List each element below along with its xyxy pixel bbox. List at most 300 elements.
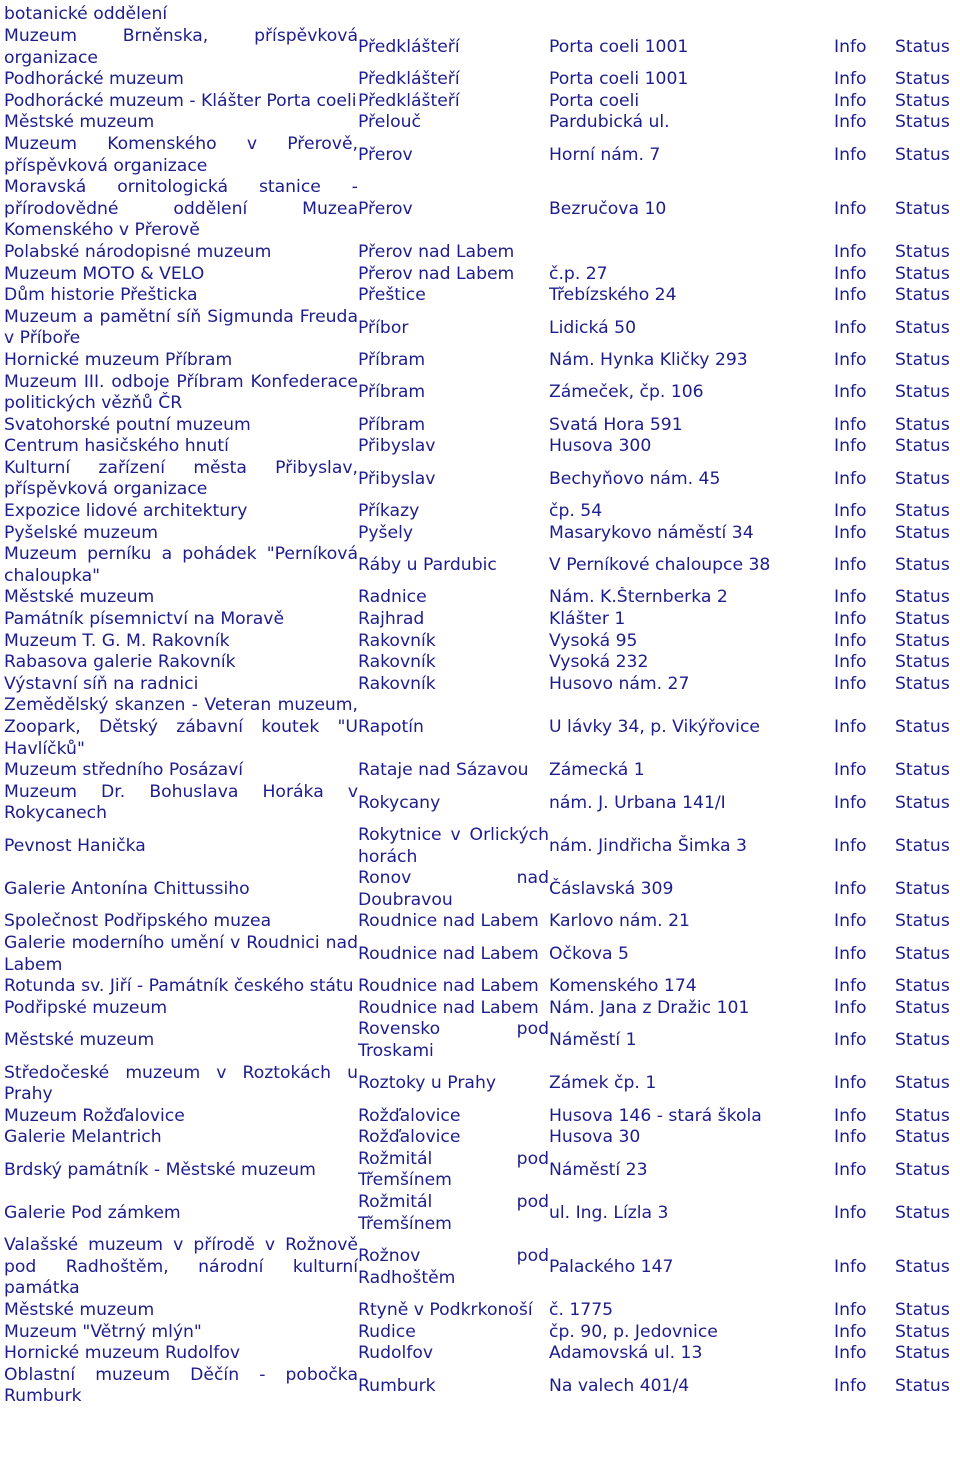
museum-name-cell xyxy=(4,177,358,242)
museum-address-cell xyxy=(549,825,834,868)
museum-address-cell xyxy=(549,998,834,1020)
museum-address-cell xyxy=(549,1127,834,1149)
table-row xyxy=(4,436,956,458)
museum-name: Muzeum T. G. M. Rakovník xyxy=(4,630,230,651)
status-link-cell xyxy=(895,695,956,760)
museum-town: Příbram xyxy=(358,382,426,403)
info-link-cell xyxy=(834,695,895,760)
museum-town-cell xyxy=(358,415,549,437)
status-link-cell xyxy=(895,91,956,113)
table-row xyxy=(4,652,956,674)
museum-name-cell xyxy=(4,69,358,91)
museum-name: Muzeum Brněnska, příspěvková organizace xyxy=(4,26,358,68)
table-row xyxy=(4,868,956,911)
status-link-cell xyxy=(895,177,956,242)
status-link[interactable]: Status xyxy=(895,1375,950,1396)
museum-address: nám. Jindřicha Šimka 3 xyxy=(549,835,747,856)
info-link-cell xyxy=(834,177,895,242)
museum-name-cell xyxy=(4,998,358,1020)
info-link[interactable]: Info xyxy=(834,835,867,856)
museum-town-cell xyxy=(358,134,549,177)
museum-town-cell xyxy=(358,307,549,350)
museum-name: Městské muzeum xyxy=(4,587,155,608)
status-link-cell xyxy=(895,1106,956,1128)
museum-name: Pyšelské muzeum xyxy=(4,522,159,543)
info-link-cell xyxy=(834,1106,895,1128)
museum-town: Roudnice nad Labem xyxy=(358,976,539,997)
museum-town-cell xyxy=(358,998,549,1020)
museum-town-cell xyxy=(358,760,549,782)
museum-town: Roudnice nad Labem xyxy=(358,997,539,1018)
museum-address-cell xyxy=(549,1322,834,1344)
status-link[interactable]: Status xyxy=(895,835,950,856)
info-link[interactable]: Info xyxy=(834,1300,867,1321)
museum-address-cell xyxy=(549,587,834,609)
museum-name: Muzeum perníku a pohádek "Perníková chaloupka" xyxy=(4,544,358,586)
museum-address: Porta coeli 1001 xyxy=(549,36,689,57)
info-link-cell xyxy=(834,523,895,545)
table-row xyxy=(4,69,956,91)
status-link-cell xyxy=(895,1365,956,1408)
status-link-cell xyxy=(895,1343,956,1365)
museum-name-cell xyxy=(4,587,358,609)
museum-town-cell xyxy=(358,609,549,631)
status-link-cell xyxy=(895,868,956,911)
info-link-cell xyxy=(834,458,895,501)
table-row xyxy=(4,587,956,609)
info-link[interactable]: Info xyxy=(834,263,867,284)
museum-address-cell xyxy=(549,523,834,545)
museum-address: Husovo nám. 27 xyxy=(549,673,690,694)
table-row xyxy=(4,544,956,587)
info-link-cell xyxy=(834,868,895,911)
museum-name: Hornické muzeum Příbram xyxy=(4,349,233,370)
museum-town: Předklášteří xyxy=(358,90,460,111)
museum-address-cell xyxy=(549,1235,834,1300)
status-link[interactable]: Status xyxy=(895,501,950,522)
table-row xyxy=(4,458,956,501)
status-link[interactable]: Status xyxy=(895,198,950,219)
museum-name: Galerie Melantrich xyxy=(4,1127,162,1148)
museum-town: Rudice xyxy=(358,1321,416,1342)
table-row xyxy=(4,760,956,782)
status-link[interactable]: Status xyxy=(895,911,950,932)
museum-town-cell xyxy=(358,631,549,653)
info-link[interactable]: Info xyxy=(834,943,867,964)
status-link-cell xyxy=(895,933,956,976)
status-link[interactable]: Status xyxy=(895,69,950,90)
museum-address-cell xyxy=(549,501,834,523)
museum-name-cell xyxy=(4,350,358,372)
museum-town-cell xyxy=(358,177,549,242)
museum-town: Přerov nad Labem xyxy=(358,241,515,262)
status-link-cell xyxy=(895,631,956,653)
museum-town: Předklášteří xyxy=(358,69,460,90)
status-link-cell xyxy=(895,264,956,286)
museum-address: U lávky 34, p. Vikýřovice xyxy=(549,717,760,737)
museum-name-cell xyxy=(4,1235,358,1300)
info-link-cell xyxy=(834,242,895,264)
museum-address: V Perníkové chaloupce 38 xyxy=(549,555,771,576)
museum-town: Roztoky u Prahy xyxy=(358,1073,497,1094)
status-link-cell xyxy=(895,652,956,674)
museum-town-cell xyxy=(358,1343,549,1365)
info-link[interactable]: Info xyxy=(834,717,867,737)
museum-name: Rotunda sv. Jiří - Památník českého státu xyxy=(4,976,354,997)
museum-address-cell xyxy=(549,134,834,177)
status-link[interactable]: Status xyxy=(895,1127,950,1148)
status-link-cell xyxy=(895,69,956,91)
info-link[interactable]: Info xyxy=(834,90,867,111)
museum-address: Očkova 5 xyxy=(549,943,629,964)
museum-town: Ronov nad Doubravou xyxy=(358,868,549,910)
status-link[interactable]: Status xyxy=(895,468,950,489)
table-row xyxy=(4,782,956,825)
info-link[interactable]: Info xyxy=(834,241,867,262)
museum-town: Přibyslav xyxy=(358,468,436,489)
status-link[interactable]: Status xyxy=(895,36,950,57)
status-link[interactable]: Status xyxy=(895,792,950,813)
info-link[interactable]: Info xyxy=(834,1343,867,1364)
museum-town: Rožďalovice xyxy=(358,1105,461,1126)
info-link[interactable]: Info xyxy=(834,587,867,608)
info-link[interactable]: Info xyxy=(834,630,867,651)
status-link[interactable]: Status xyxy=(895,263,950,284)
info-link[interactable]: Info xyxy=(834,501,867,522)
table-row xyxy=(4,350,956,372)
museum-name-cell xyxy=(4,264,358,286)
museum-town: Přerov xyxy=(358,144,413,165)
info-link-cell xyxy=(834,501,895,523)
status-link[interactable]: Status xyxy=(895,997,950,1018)
status-link-cell xyxy=(895,782,956,825)
museum-address: Husova 300 xyxy=(549,436,652,457)
museum-name: Muzeum III. odboje Příbram Konfederace politických vězňů ČR xyxy=(4,371,358,414)
status-link[interactable]: Status xyxy=(895,943,950,964)
status-link[interactable]: Status xyxy=(895,1202,950,1223)
info-link-cell xyxy=(834,1365,895,1408)
museum-town-cell xyxy=(358,1235,549,1300)
museum-town-cell xyxy=(358,264,549,286)
museum-name: Hornické muzeum Rudolfov xyxy=(4,1343,241,1364)
status-link-cell xyxy=(895,587,956,609)
info-link[interactable]: Info xyxy=(834,198,867,219)
status-link[interactable]: Status xyxy=(895,436,950,457)
info-link[interactable]: Info xyxy=(834,349,867,370)
status-link[interactable]: Status xyxy=(895,317,950,338)
info-link[interactable]: Info xyxy=(834,1321,867,1342)
info-link-cell xyxy=(834,609,895,631)
info-link[interactable]: Info xyxy=(834,112,867,133)
museum-address-cell xyxy=(549,609,834,631)
museum-town-cell xyxy=(358,91,549,113)
status-link[interactable]: Status xyxy=(895,285,950,306)
status-link[interactable]: Status xyxy=(895,414,950,435)
museum-address: Husova 30 xyxy=(549,1127,641,1148)
museum-name: Muzeum Rožďalovice xyxy=(4,1105,185,1126)
info-link[interactable]: Info xyxy=(834,317,867,338)
info-link-cell xyxy=(834,587,895,609)
info-link[interactable]: Info xyxy=(834,522,867,543)
museum-address-cell xyxy=(549,631,834,653)
status-link[interactable]: Status xyxy=(895,1105,950,1126)
info-link[interactable]: Info xyxy=(834,1030,867,1051)
info-link[interactable]: Info xyxy=(834,609,867,630)
museum-town-cell xyxy=(358,868,549,911)
museum-town-cell xyxy=(358,782,549,825)
museum-town: Rataje nad Sázavou xyxy=(358,760,529,781)
museum-name: Společnost Podřipského muzea xyxy=(4,911,272,932)
info-link-cell xyxy=(834,350,895,372)
museum-town: Roudnice nad Labem xyxy=(358,911,539,932)
museum-name: Městské muzeum xyxy=(4,1030,155,1051)
info-link[interactable]: Info xyxy=(834,468,867,489)
museum-name: Oblastní muzeum Děčín - pobočka Rumburk xyxy=(4,1364,358,1407)
status-link[interactable]: Status xyxy=(895,382,950,403)
museum-address-cell xyxy=(549,760,834,782)
info-link[interactable]: Info xyxy=(834,1202,867,1223)
museum-name: Muzeum Komenského v Přerově, příspěvková organizace xyxy=(4,133,358,176)
museum-town-cell xyxy=(358,911,549,933)
status-link-cell xyxy=(895,523,956,545)
table-row xyxy=(4,1019,956,1062)
museum-address: Porta coeli 1001 xyxy=(549,69,689,90)
museum-town: Příbram xyxy=(358,414,426,435)
museum-address-cell xyxy=(549,372,834,415)
info-link[interactable]: Info xyxy=(834,976,867,997)
status-link-cell xyxy=(895,458,956,501)
status-link[interactable]: Status xyxy=(895,349,950,370)
museum-town-cell xyxy=(358,523,549,545)
museum-town-cell xyxy=(358,1322,549,1344)
status-link[interactable]: Status xyxy=(895,760,950,781)
status-link[interactable]: Status xyxy=(895,652,950,673)
museum-address-cell xyxy=(549,652,834,674)
info-link[interactable]: Info xyxy=(834,878,867,899)
museum-town: Rakovník xyxy=(358,652,436,673)
museum-address-cell xyxy=(549,911,834,933)
status-link-cell xyxy=(895,372,956,415)
section-continuation-text: botanické oddělení xyxy=(4,4,168,24)
status-link-cell xyxy=(895,26,956,69)
museum-address-cell xyxy=(549,436,834,458)
museum-table xyxy=(4,26,956,1408)
table-row xyxy=(4,631,956,653)
museum-town: Předklášteří xyxy=(358,36,460,57)
status-link[interactable]: Status xyxy=(895,630,950,651)
status-link-cell xyxy=(895,760,956,782)
info-link-cell xyxy=(834,372,895,415)
museum-name-cell xyxy=(4,436,358,458)
info-link[interactable]: Info xyxy=(834,414,867,435)
info-link[interactable]: Info xyxy=(834,1375,867,1396)
info-link[interactable]: Info xyxy=(834,1256,867,1277)
museum-name: Muzeum MOTO & VELO xyxy=(4,263,205,284)
museum-address: Pardubická ul. xyxy=(549,112,670,133)
status-link[interactable]: Status xyxy=(895,673,950,694)
info-link-cell xyxy=(834,134,895,177)
museum-address-cell xyxy=(549,1106,834,1128)
museum-name-cell xyxy=(4,1063,358,1106)
status-link-cell xyxy=(895,825,956,868)
museum-name: Moravská ornitologická stanice - přírodovědné oddělení Muzea Komenského v Přerově xyxy=(4,177,358,241)
status-link[interactable]: Status xyxy=(895,522,950,543)
museum-address: č.p. 27 xyxy=(549,263,608,284)
info-link-cell xyxy=(834,1300,895,1322)
museum-name-cell xyxy=(4,134,358,177)
info-link[interactable]: Info xyxy=(834,436,867,457)
museum-name-cell xyxy=(4,112,358,134)
info-link-cell xyxy=(834,1063,895,1106)
info-link-cell xyxy=(834,782,895,825)
info-link[interactable]: Info xyxy=(834,652,867,673)
museum-town: Rožnov pod Radhoštěm xyxy=(358,1246,549,1288)
status-link-cell xyxy=(895,501,956,523)
info-link[interactable]: Info xyxy=(834,36,867,57)
status-link[interactable]: Status xyxy=(895,1159,950,1180)
info-link[interactable]: Info xyxy=(834,760,867,781)
museum-name: Dům historie Přešticka xyxy=(4,285,198,306)
info-link[interactable]: Info xyxy=(834,673,867,694)
info-link[interactable]: Info xyxy=(834,792,867,813)
table-row xyxy=(4,91,956,113)
museum-town-cell xyxy=(358,825,549,868)
museum-address: Třebízského 24 xyxy=(549,285,677,306)
info-link[interactable]: Info xyxy=(834,144,867,165)
museum-name-cell xyxy=(4,1149,358,1192)
museum-name-cell xyxy=(4,976,358,998)
status-link[interactable]: Status xyxy=(895,587,950,608)
museum-town: Přelouč xyxy=(358,112,421,133)
status-link[interactable]: Status xyxy=(895,1300,950,1321)
museum-name-cell xyxy=(4,1343,358,1365)
info-link[interactable]: Info xyxy=(834,285,867,306)
museum-name-cell xyxy=(4,1192,358,1235)
museum-name: Centrum hasičského hnutí xyxy=(4,436,229,457)
status-link[interactable]: Status xyxy=(895,112,950,133)
status-link-cell xyxy=(895,1019,956,1062)
museum-town: Ráby u Pardubic xyxy=(358,555,497,576)
info-link[interactable]: Info xyxy=(834,1159,867,1180)
museum-address-cell xyxy=(549,868,834,911)
museum-address-cell xyxy=(549,112,834,134)
status-link[interactable]: Status xyxy=(895,555,950,576)
museum-address: Lidická 50 xyxy=(549,317,637,338)
info-link-cell xyxy=(834,307,895,350)
status-link[interactable]: Status xyxy=(895,144,950,165)
status-link[interactable]: Status xyxy=(895,1321,950,1342)
status-link[interactable]: Status xyxy=(895,1256,950,1277)
info-link-cell xyxy=(834,415,895,437)
museum-name-cell xyxy=(4,1365,358,1408)
museum-town-cell xyxy=(358,933,549,976)
museum-name-cell xyxy=(4,631,358,653)
info-link[interactable]: Info xyxy=(834,382,867,403)
status-link[interactable]: Status xyxy=(895,241,950,262)
museum-name-cell xyxy=(4,1106,358,1128)
table-row xyxy=(4,1235,956,1300)
museum-name: Expozice lidové architektury xyxy=(4,501,248,522)
museum-town: Příbor xyxy=(358,317,409,338)
museum-address-cell xyxy=(549,1149,834,1192)
museum-town: Přerov nad Labem xyxy=(358,263,515,284)
info-link[interactable]: Info xyxy=(834,69,867,90)
info-link[interactable]: Info xyxy=(834,911,867,932)
status-link[interactable]: Status xyxy=(895,609,950,630)
status-link[interactable]: Status xyxy=(895,878,950,899)
info-link-cell xyxy=(834,1019,895,1062)
info-link[interactable]: Info xyxy=(834,555,867,576)
museum-address: Zámecká 1 xyxy=(549,760,645,781)
info-link-cell xyxy=(834,26,895,69)
museum-name: Muzeum a pamětní síň Sigmunda Freuda v Příboře xyxy=(4,306,358,349)
museum-name: Svatohorské poutní muzeum xyxy=(4,414,251,435)
info-link-cell xyxy=(834,674,895,696)
museum-address-cell xyxy=(549,674,834,696)
info-link[interactable]: Info xyxy=(834,1073,867,1094)
info-link[interactable]: Info xyxy=(834,1105,867,1126)
museum-address: Karlovo nám. 21 xyxy=(549,911,690,932)
museum-town: Rovensko pod Troskami xyxy=(358,1019,549,1061)
table-row xyxy=(4,609,956,631)
table-row xyxy=(4,26,956,69)
status-link[interactable]: Status xyxy=(895,90,950,111)
status-link-cell xyxy=(895,307,956,350)
museum-town-cell xyxy=(358,1149,549,1192)
museum-name-cell xyxy=(4,695,358,760)
museum-town-cell xyxy=(358,976,549,998)
museum-town-cell xyxy=(358,112,549,134)
status-link[interactable]: Status xyxy=(895,976,950,997)
table-row xyxy=(4,372,956,415)
museum-town-cell xyxy=(358,1127,549,1149)
info-link[interactable]: Info xyxy=(834,1127,867,1148)
status-link-cell xyxy=(895,1149,956,1192)
museum-town: Rokycany xyxy=(358,792,441,813)
status-link-cell xyxy=(895,1235,956,1300)
museum-address-cell xyxy=(549,1343,834,1365)
info-link-cell xyxy=(834,933,895,976)
status-link[interactable]: Status xyxy=(895,717,950,737)
museum-name: Kulturní zařízení města Přibyslav, příspěvková organizace xyxy=(4,457,358,500)
museum-address: Nám. Jana z Dražic 101 xyxy=(549,997,750,1018)
museum-address-cell xyxy=(549,695,834,760)
museum-town-cell xyxy=(358,1192,549,1235)
info-link-cell xyxy=(834,69,895,91)
museum-address: Klášter 1 xyxy=(549,609,626,630)
status-link[interactable]: Status xyxy=(895,1343,950,1364)
museum-address: čp. 90, p. Jedovnice xyxy=(549,1321,718,1342)
museum-address: Na valech 401/4 xyxy=(549,1375,690,1396)
status-link-cell xyxy=(895,609,956,631)
museum-address: Nám. Hynka Kličky 293 xyxy=(549,349,748,370)
status-link-cell xyxy=(895,350,956,372)
museum-name-cell xyxy=(4,652,358,674)
table-row xyxy=(4,1343,956,1365)
info-link-cell xyxy=(834,1235,895,1300)
museum-address-cell xyxy=(549,415,834,437)
museum-address-cell xyxy=(549,1063,834,1106)
museum-address: Zámek čp. 1 xyxy=(549,1073,657,1094)
status-link[interactable]: Status xyxy=(895,1073,950,1094)
museum-name: Podhorácké muzeum xyxy=(4,69,184,90)
info-link[interactable]: Info xyxy=(834,997,867,1018)
museum-name-cell xyxy=(4,782,358,825)
info-link-cell xyxy=(834,1192,895,1235)
status-link[interactable]: Status xyxy=(895,1030,950,1051)
info-link-cell xyxy=(834,1127,895,1149)
museum-town: Radnice xyxy=(358,587,427,608)
